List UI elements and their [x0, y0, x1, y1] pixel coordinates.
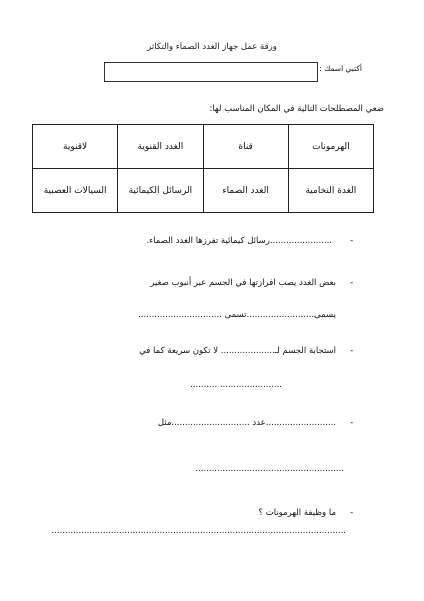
worksheet-title: ورقة عمل جهاز الغدد الصماء والتكاثر — [147, 42, 277, 52]
term-cell: الغدد الصماء — [203, 169, 288, 213]
bullet-dash: - — [350, 508, 354, 518]
term-cell: لاقنوية — [33, 125, 118, 169]
term-cell: الرسائل الكيمائية — [118, 169, 203, 213]
name-label: أكتبي اسمك : — [319, 64, 362, 73]
question-4-line-2[interactable]: ....................................................... — [195, 464, 344, 474]
terms-row — [33, 125, 374, 169]
terms-table — [32, 124, 374, 213]
term-cell: قناة — [203, 125, 288, 169]
question-5-line-2[interactable]: ............................................................................................................. — [51, 526, 346, 536]
question-5-line-1: ما وظيفة الهرمونات ؟ — [258, 508, 336, 518]
question-3-line-1: استجابة الجسم لـ.................... لا تكون سريعة كما في — [139, 346, 336, 356]
name-input-box[interactable] — [104, 62, 318, 82]
bullet-dash: - — [350, 418, 354, 428]
term-cell: السيالات العصبية — [33, 169, 118, 213]
bullet-dash: - — [350, 346, 354, 356]
question-4-line-1[interactable]: ..........................عدد .............................مثل — [157, 418, 336, 428]
term-cell: الهرمونات — [288, 125, 373, 169]
question-2-line-2[interactable]: يسمى.........................تسمى ............................... — [138, 310, 336, 320]
question-1[interactable]: .......................رسائل كيمائية تفرزها الغدد الصماء. — [146, 236, 332, 246]
bullet-dash: - — [350, 236, 354, 246]
instructions-text: ضعي المصطلحات التالية في المكان المناسب لها: — [209, 104, 384, 114]
term-cell: الغدد القنوية — [118, 125, 203, 169]
question-2-line-1: بعض الغدد يصب افرازتها في الجسم عبر أنبوب صغير — [150, 278, 336, 288]
term-cell: الغدة النخامية — [288, 169, 373, 213]
bullet-dash: - — [350, 278, 354, 288]
question-3-line-2[interactable]: ....................... .......... — [190, 380, 282, 390]
terms-row — [33, 169, 374, 213]
